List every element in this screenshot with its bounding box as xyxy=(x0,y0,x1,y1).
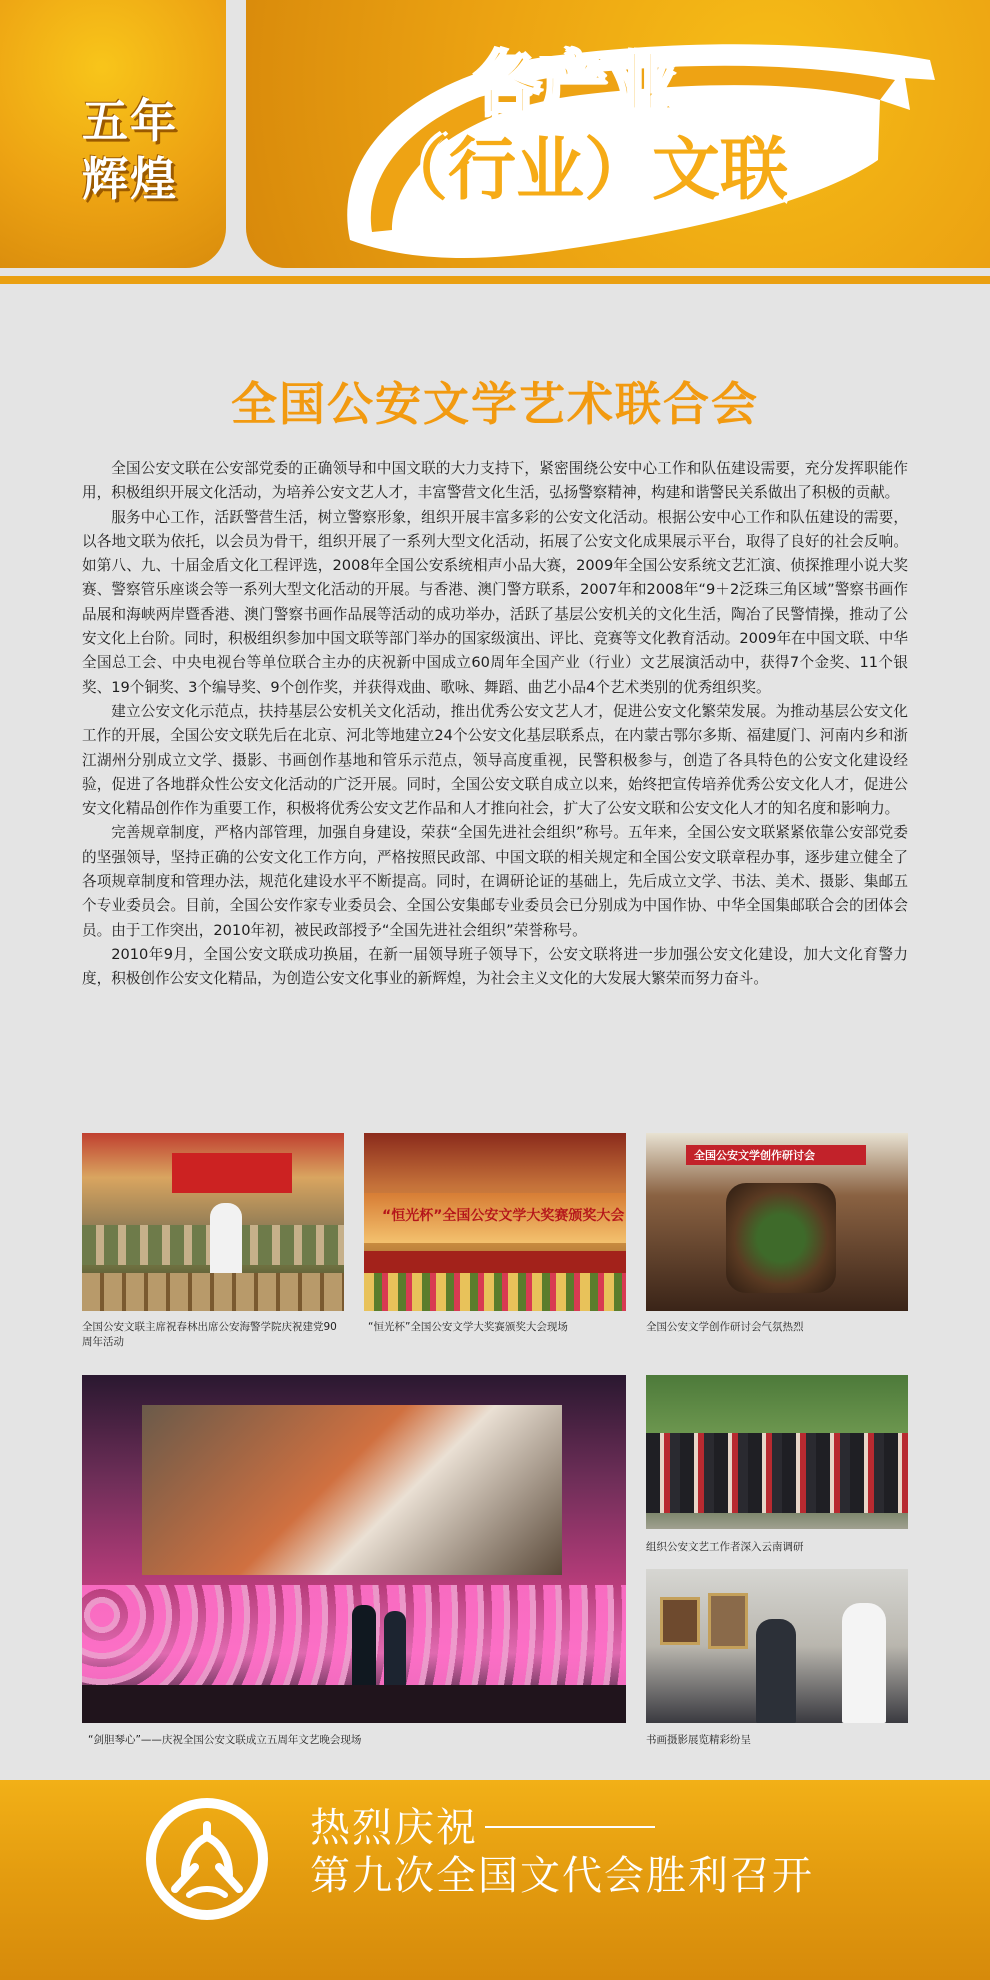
badge-line2: 辉煌 xyxy=(82,152,178,206)
photo-exhibition xyxy=(646,1569,908,1723)
paragraph: 2010年9月，全国公安文联成功换届，在新一届领导班子领导下，公安文联将进一步加强公安文化建设，加大文化育警力度，积极创作公安文化精品，为创造公安文化事业的新辉煌，为社会主义文化的大发展大繁荣而努力奋斗。 xyxy=(82,945,908,988)
photo-caption: “恒光杯”全国公安文学大奖赛颁奖大会现场 xyxy=(368,1321,568,1333)
photo-award-ceremony xyxy=(364,1133,626,1311)
badge-line1: 五年 xyxy=(82,94,178,148)
page-title-line2: （行业）文联 xyxy=(380,131,789,210)
header xyxy=(0,0,990,300)
photo-party-anniversary xyxy=(82,1133,344,1311)
page-title-line1: 各产业 xyxy=(472,46,677,125)
page-title xyxy=(380,46,940,216)
paragraph: 服务中心工作，活跃警营生活，树立警察形象，组织开展丰富多彩的公安文化活动。根据公安中心工作和队伍建设的需要，以各地文联为依托，以会员为骨干，组织开展了一系列大型文化活动，拓展了公安文化成果展示平台，取得了良好的社会反响。如第八、九、十届金盾文化工程评选，2008年全国公安系统相声小品大赛，2009年全国公安系统文艺汇演、侦探推理小说大奖赛、警察管乐座谈会等一系列大型文化活动的开展。与香港、澳门警方联系，2007年和2008年“9＋2泛珠三角区域”警察书画作品展和海峡两岸暨香港、澳门警察书画作品展等活动的成功举办，活跃了基层公安机关的文化生活，陶冶了民警情操，推动了公安文化上台阶。同时，积极组织参加中国文联等部门举办的国家级演出、评比、竞赛等文化教育活动。2009年在中国文联、中华全国总工会、中央电视台等单位联合主办的庆祝新中国成立60周年全国产业（行业）文艺展演活动中，获得7个金奖、11个银奖、19个铜奖、3个编导奖、9个创作奖，并获得戏曲、歌咏、舞蹈、曲艺小品4个艺术类别的优秀组织奖。 xyxy=(82,508,908,696)
header-divider xyxy=(0,276,990,284)
federation-emblem-icon xyxy=(145,1797,269,1921)
article-body xyxy=(82,457,908,992)
paragraph: 全国公安文联在公安部党委的正确领导和中国文联的大力支持下，紧密围绕公安中心工作和队伍建设需要，充分发挥职能作用，积极组织开展文化活动，为培养公安文艺人才，丰富警营文化生活，弘扬警察精神，构建和谐警民关系做出了积极的贡献。 xyxy=(82,460,908,502)
photo-gala-stage xyxy=(82,1375,626,1723)
photo-caption: 全国公安文学创作研讨会气氛热烈 xyxy=(646,1321,804,1333)
banner-text: 全国公安文学创作研讨会 xyxy=(694,1149,815,1162)
photo-caption: 全国公安文联主席祝春林出席公安海警学院庆祝建党90周年活动 xyxy=(82,1321,337,1348)
paragraph: 完善规章制度，严格内部管理，加强自身建设，荣获“全国先进社会组织”称号。五年来，全国公安文联紧紧依靠公安部党委的坚强领导，坚持正确的公安文化工作方向，严格按照民政部、中国文联的相关规定和全国公安文联章程办事，逐步建立健全了各项规章制度和管理办法，规范化建设水平不断提高。同时，在调研论证的基础上，先后成立文学、书法、美术、摄影、集邮五个专业委员会。目前，全国公安作家专业委员会、全国公安集邮专业委员会已分别成为中国作协、中华全国集邮联合会的团体会员。由于工作突出，2010年初，被民政部授予“全国先进社会组织”荣誉称号。 xyxy=(82,824,908,939)
photo-caption: 书画摄影展览精彩纷呈 xyxy=(646,1734,751,1746)
photo-caption: “剑胆琴心”——庆祝全国公安文联成立五周年文艺晚会现场 xyxy=(88,1734,362,1746)
footer-line1: 热烈庆祝 xyxy=(310,1805,478,1851)
paragraph: 建立公安文化示范点，扶持基层公安机关文化活动，推出优秀公安文艺人才，促进公安文化繁荣发展。为推动基层公安文化工作的开展，全国公安文联先后在北京、河北等地建立24个公安文化基层联系点，在内蒙古鄂尔多斯、福建厦门、河南内乡和浙江湖州分别成立文学、摄影、书画创作基地和管乐示范点，领导高度重视，民警积极参与，创造了各具特色的公安文化建设经验，促进了各地群众性公安文化活动的广泛开展。同时，全国公安文联自成立以来，始终把宣传培养优秀公安文化人才，促进公安文化精品创作作为重要工作，积极将优秀公安文艺作品和人才推向社会，扩大了公安文联和公安文化人才的知名度和影响力。 xyxy=(82,702,908,818)
anniversary-badge xyxy=(82,92,212,208)
footer-line2: 第九次全国文代会胜利召开 xyxy=(310,1853,814,1899)
photo-yunnan-group xyxy=(646,1375,908,1529)
footer-rule xyxy=(485,1826,655,1828)
organization-title: 全国公安文学艺术联合会 xyxy=(231,377,759,431)
photo-caption: 组织公安文艺工作者深入云南调研 xyxy=(646,1541,804,1553)
screen-text: “恒光杯”全国公安文学大奖赛颁奖大会 xyxy=(382,1208,625,1224)
photo-seminar xyxy=(646,1133,908,1311)
